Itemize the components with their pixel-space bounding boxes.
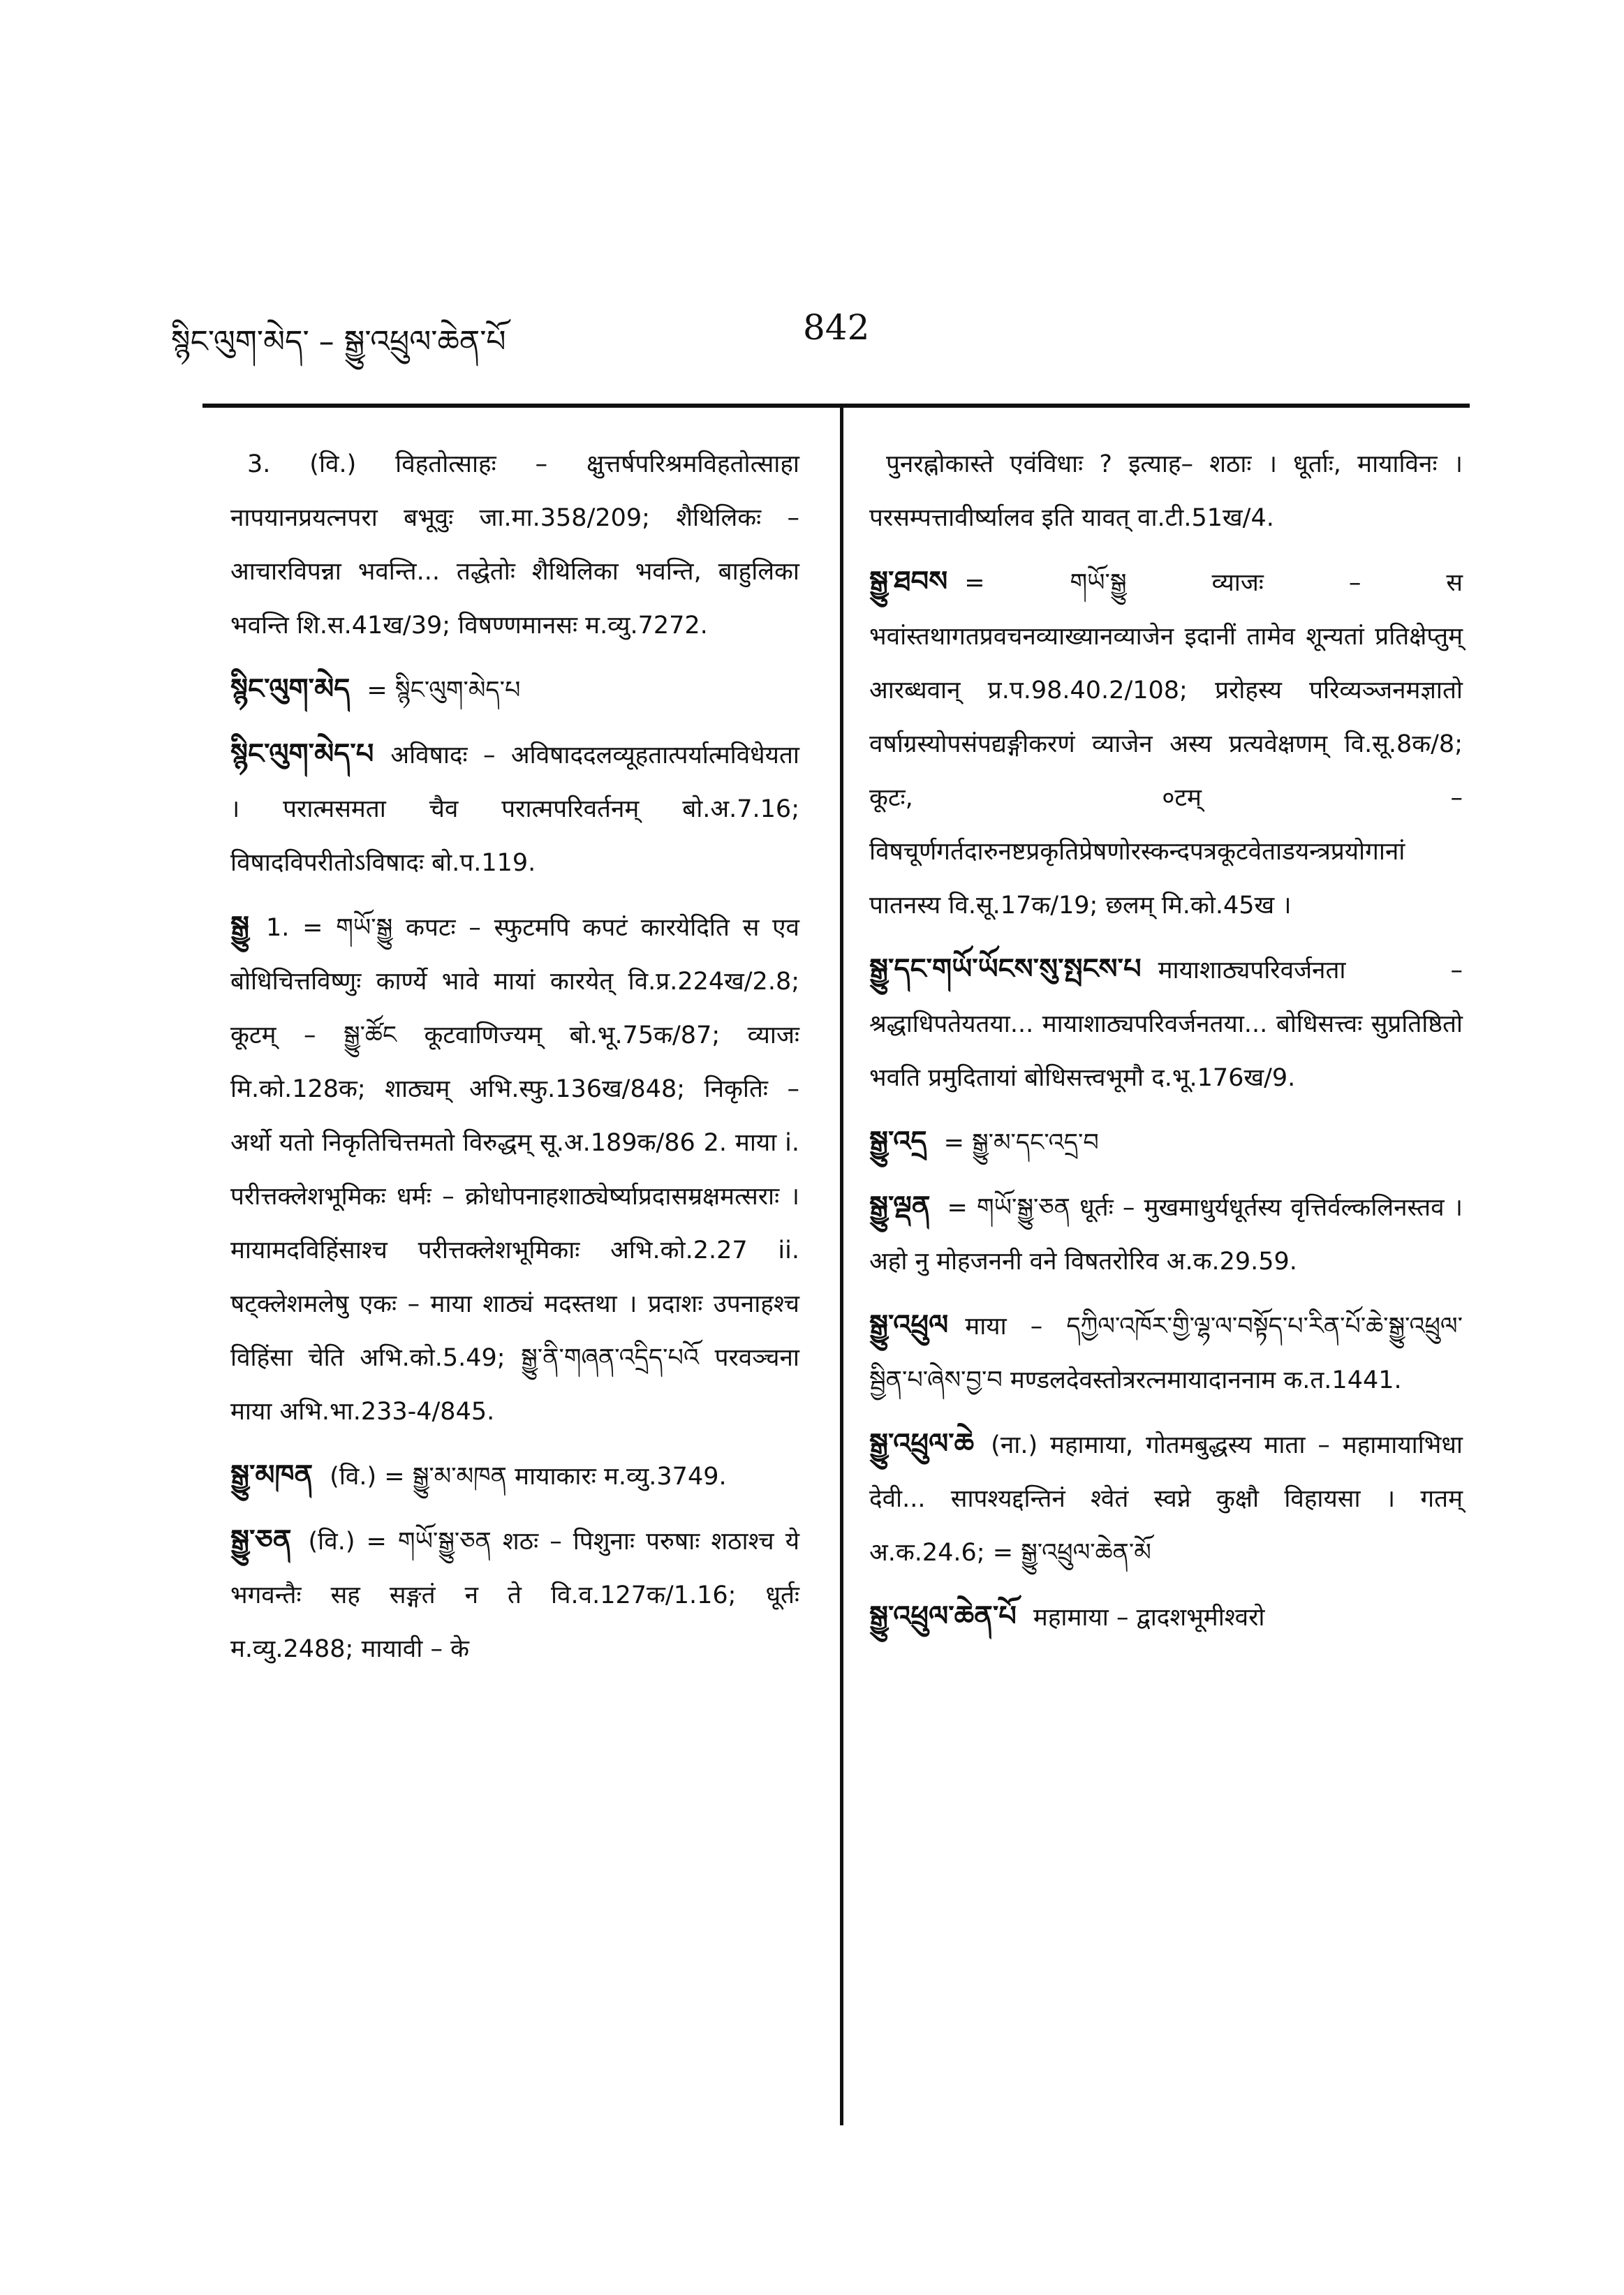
entry-text: अविषादः – अविषाददलव्यूहतात्पर्यात्मविधेयता । परात्मसमता चैव परात्मपरिवर्तनम् बो.अ.7.16; विषादविपरीतोऽविषादः बो.प.119. — [230, 741, 799, 877]
entry-headword: སྒྱུ་མཁན — [230, 1459, 313, 1491]
entry-headword: སྒྱུ་ལྡན — [869, 1190, 931, 1223]
entry-headword: སྒྱུ་ཅན — [230, 1524, 292, 1556]
entry-headword: སྙིང་ལུག་མེད་པ — [230, 738, 374, 770]
entry-headword: སྒྱུ་དང་གཡོ་ཡོངས་སུ་སྤངས་པ — [869, 953, 1142, 985]
dictionary-entry — [869, 1590, 1463, 1645]
entry-text: मायाशाठ्यपरिवर्जनता – श्रद्धाधिपतेयतया... मायाशाठ्यपरिवर्जनतया... बोधिसत्त्वः सुप्रतिष्ठितो भवति प्रमुदितायां बोधिसत्त्वभूमौ द.भू.176ख/9. — [869, 957, 1463, 1092]
dictionary-entry — [869, 943, 1463, 1105]
dictionary-entry — [869, 1180, 1463, 1289]
running-title: སྙིང་ལུག་མེད་ – སྒྱུ་འཕྲུལ་ཆེན་པོ — [171, 324, 506, 360]
right-column — [869, 436, 1463, 1655]
page-number: 842 — [803, 307, 870, 348]
entry-headword: སྒྱུ་འཕྲུལ — [869, 1309, 949, 1341]
entry-text: (वि.) = སྒྱུ་མ་མཁན मायाकारः म.व्यु.3749. — [330, 1463, 727, 1491]
dictionary-entry — [230, 728, 799, 890]
dictionary-entry — [869, 555, 1463, 933]
dictionary-entry — [230, 1514, 799, 1676]
column-divider — [840, 408, 843, 2125]
entry-headword: སྒྱུ་འཕྲུལ་ཆེ — [869, 1428, 975, 1460]
entry-headword: སྒྱུ — [230, 910, 249, 943]
dictionary-entry — [869, 436, 1463, 545]
entry-text: = སྙིང་ལུག་མེད་པ — [367, 677, 521, 704]
entry-text: 3. (वि.) विहतोत्साहः – क्षुत्तर्षपरिश्रमविहतोत्साहा नापयानप्रयत्नपरा बभूवुः जा.मा.358/209; शैथिलिकः – आचारविपन्ना भवन्ति... तद्धेतोः शैथिलिका भवन्ति, बाहुलिका भवन्ति शि.स.41ख/39; विषण्णमानसः म.व्यु.7272. — [230, 450, 799, 640]
entry-text: = གཡོ་སྒྱུ व्याजः – स भवांस्तथागतप्रवचनव्याख्यानव्याजेन इदानीं तामेव शून्यतां प्रतिक्षेप्तुम् आरब्धवान् प्र.प.98.40.2/108; प्ररोहस्य परिव्यञ्जनमज्ञातो वर्षाग्रस्योपसंपद्यङ्गीकरणं व्याजेन अस्य प्रत्यवेक्षणम् वि.सू.8क/8; कूटः, ०टम् – विषचूर्णगर्तदारुनष्टप्रकृतिप्रेषणोरस्कन्दपत्रकूटवेताडयन्त्रप्रयोगानां पातनस्य वि.सू.17क/19; छलम् मि.को.45ख । — [869, 569, 1463, 920]
dictionary-entry — [230, 1449, 799, 1504]
entry-text: पुनरह्नोकास्ते एवंविधाः ? इत्याह– शठाः । धूर्ताः, मायाविनः । परसम्पत्तावीर्ष्यालव इति यावत् वा.टी.51ख/4. — [869, 450, 1463, 532]
entry-text: (वि.) = གཡོ་སྒྱུ་ཅན शठः – पिशुनाः परुषाः शठाश्च ये भगवन्तैः सह सङ्गतं न ते वि.व.127क/1.16; धूर्तः म.व्यु.2488; मायावी – के — [230, 1528, 799, 1663]
entry-text: (ना.) महामाया, गोतमबुद्धस्य माता – महामायाभिधा देवी... सापश्यद्दन्तिनं श्वेतं स्वप्ने कुक्षौ विहायसा । गतम् अ.क.24.6; = སྒྱུ་འཕྲུལ་ཆེན་མོ — [869, 1431, 1463, 1567]
entry-headword: སྒྱུ་འཕྲུལ་ཆེན་པོ — [869, 1600, 1017, 1632]
dictionary-entry — [230, 900, 799, 1439]
entry-text: = གཡོ་སྒྱུ་ཅན धूर्तः – मुखमाधुर्यधूर्तस्य वृत्तिर्वल्कलिनस्तव । अहो नु मोहजननी वने विषतरोरिव अ.क.29.59. — [869, 1194, 1463, 1276]
header-rule — [202, 404, 1470, 408]
entry-text: = སྒྱུ་མ་དང་འདྲ་བ — [943, 1129, 1099, 1157]
dictionary-entry — [230, 436, 799, 653]
entry-headword: སྒྱུ་འདྲ — [869, 1126, 927, 1158]
dictionary-entry — [869, 1417, 1463, 1580]
left-column — [230, 436, 799, 1686]
entry-text: माया – དཀྱིལ་འཁོར་གྱི་ལྷ་ལ་བསྟོད་པ་རིན་པོ་ཆེ་སྒྱུ་འཕྲུལ་སྦྱིན་པ་ཞེས་བྱ་བ मण्डलदेवस्तोत्ररत्नमायादाननाम क.त.1441. — [869, 1313, 1463, 1394]
entry-text: महामाया – द्वादशभूमीश्वरो — [1033, 1604, 1265, 1632]
entry-headword: སྒྱུ་ཐབས — [869, 566, 948, 598]
dictionary-entry — [869, 1115, 1463, 1170]
dictionary-entry — [869, 1299, 1463, 1408]
entry-headword: སྙིང་ལུག་མེད — [230, 673, 350, 705]
entry-text: 1. = གཡོ་སྒྱུ कपटः – स्फुटमपि कपटं कारयेदिति स एव बोधिचित्तविष्णुः कार्ण्ये भावे मायां कारयेत् वि.प्र.224ख/2.8; कूटम् – སྒྱུ་ཚོང कूटवाणिज्यम् बो.भू.75क/87; व्याजः मि.को.128क; शाठ्यम् अभि.स्फु.136ख/848; निकृतिः – अर्थो यतो निकृतिचित्तमतो विरुद्धम् सू.अ.189क/86 2. माया i. परीत्तक्लेशभूमिकः धर्मः – क्रोधोपनाहशाठ्येर्ष्याप्रदासम्रक्षमत्सराः । मायामदविहिंसाश्च परीत्तक्लेशभूमिकाः अभि.को.2.27 ii. षट्क्लेशमलेषु एकः – माया शाठ्यं मदस्तथा । प्रदाशः उपनाहश्च विहिंसा चेति अभि.को.5.49; སྒྱུ་ནི་གཞན་འདྲིད་པའོ परवञ्चना माया अभि.भा.233-4/845. — [230, 914, 799, 1426]
dictionary-entry — [230, 663, 799, 718]
